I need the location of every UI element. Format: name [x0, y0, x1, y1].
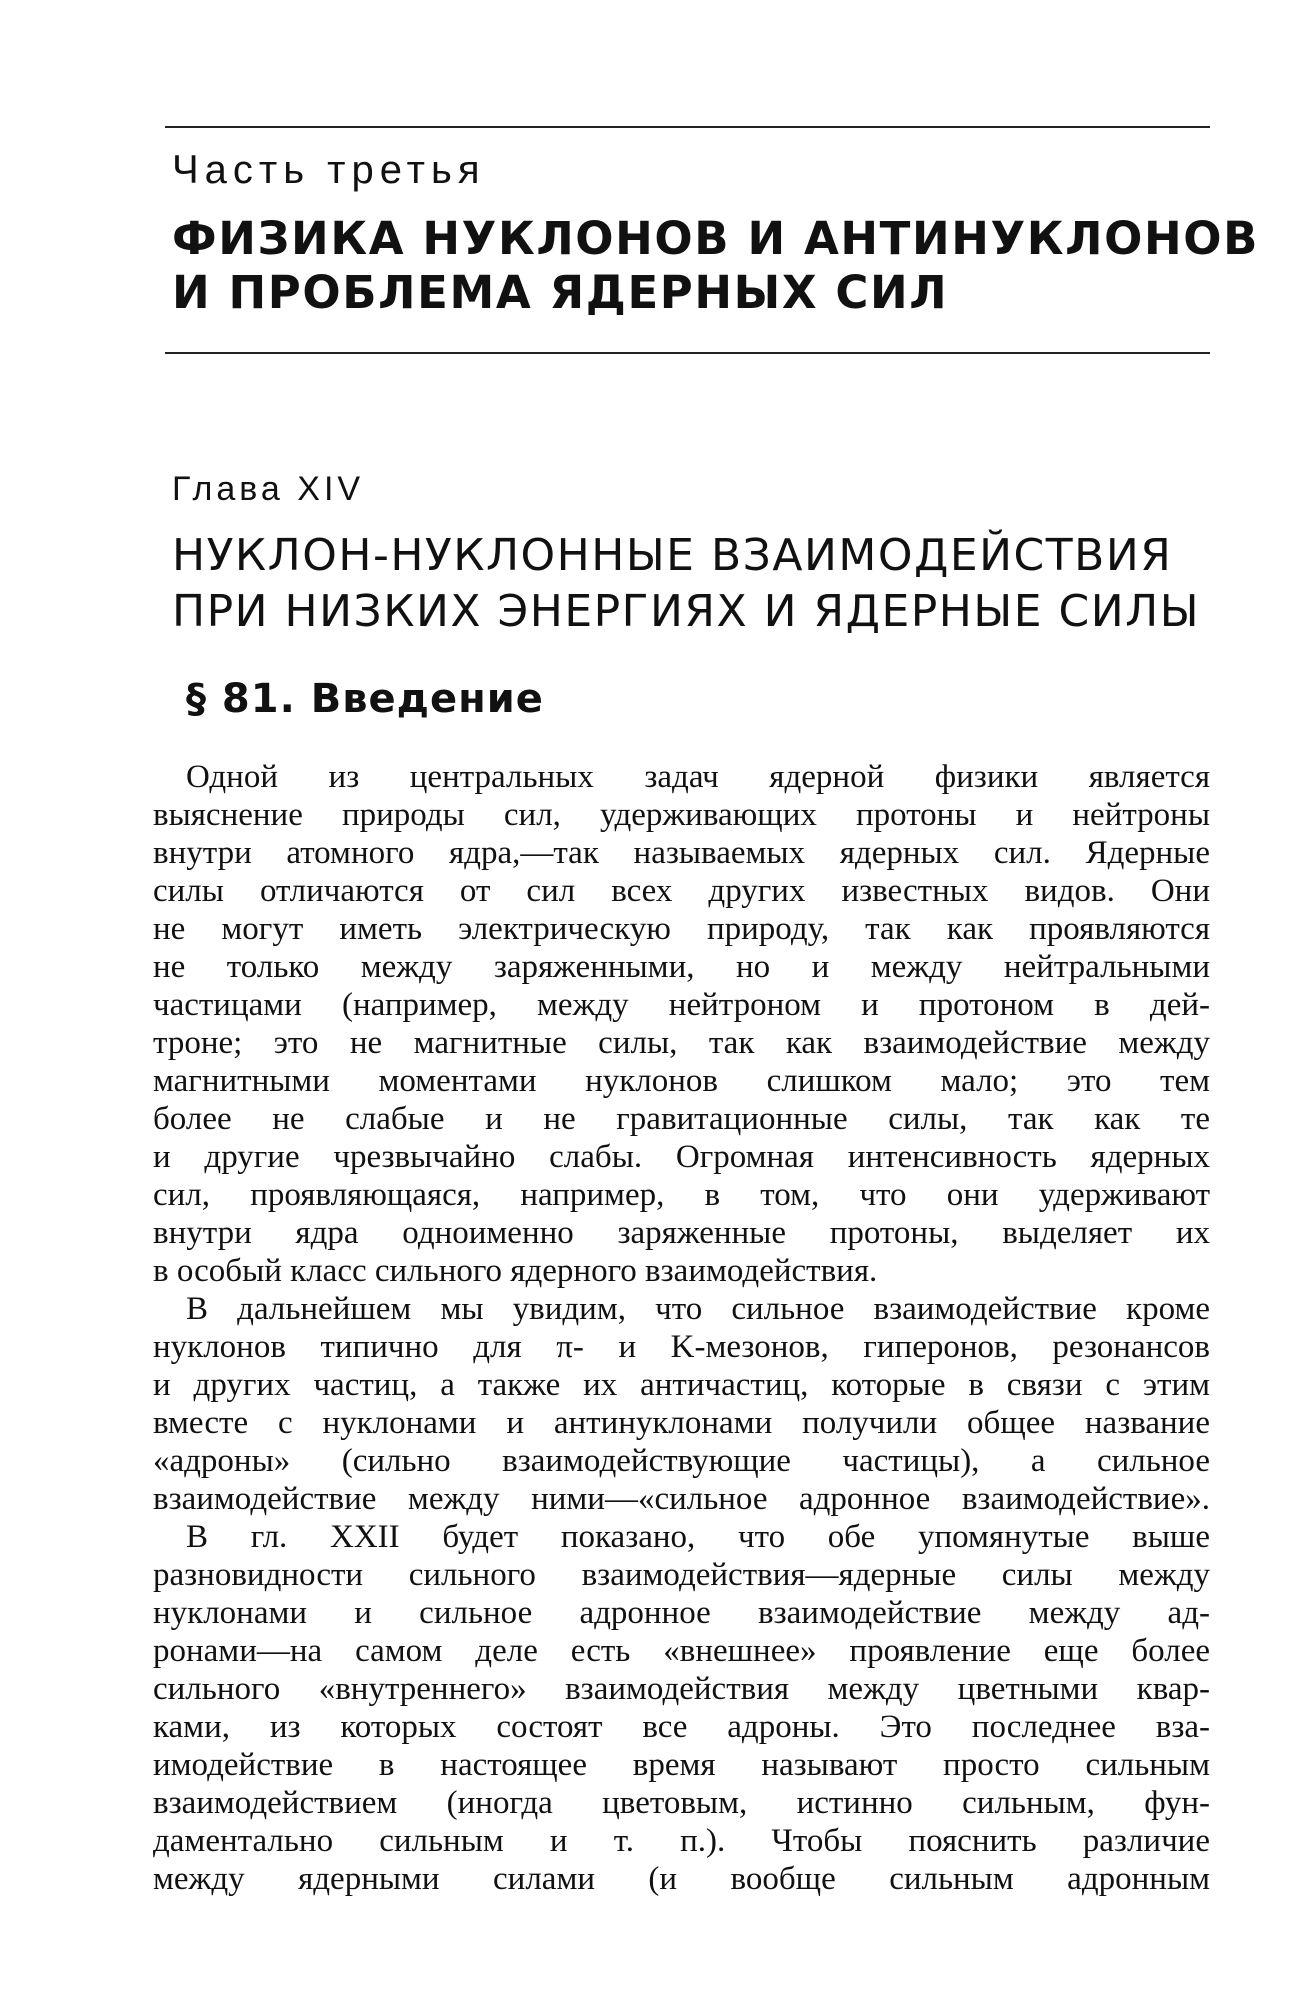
paragraph	[153, 758, 1210, 1290]
text-line: не только между заряженными, но и между нейтральными	[153, 949, 1210, 985]
paragraph	[153, 1518, 1210, 1898]
text-line: даментально сильным и т. п.). Чтобы пояснить различие	[153, 1823, 1210, 1859]
section-title: § 81. Введение	[186, 676, 544, 722]
text-line: В гл. XXII будет показано, что обе упомянутые выше	[186, 1519, 1210, 1555]
chapter-title	[172, 528, 1232, 640]
text-line: В дальнейшем мы увидим, что сильное взаимодействие кроме	[186, 1291, 1210, 1327]
text-line: нуклонов типично для π- и K-мезонов, гиперонов, резонансов	[153, 1329, 1210, 1365]
text-line: ками, из которых состоят все адроны. Это последнее вза-	[153, 1709, 1210, 1745]
paragraph	[153, 1290, 1210, 1518]
part-title	[172, 212, 1259, 320]
part-label: Часть третья	[172, 148, 486, 192]
text-line: вместе с нуклонами и антинуклонами получили общее название	[153, 1405, 1210, 1441]
text-line: ронами—на самом деле есть «внешнее» проявление еще более	[153, 1633, 1210, 1669]
text-line: взаимодействие между ними—«сильное адронное взаимодействие».	[153, 1481, 1210, 1517]
text-line: внутри ядра одноименно заряженные протоны, выделяет их	[153, 1215, 1210, 1251]
body-text	[153, 758, 1210, 1898]
header-bottom-rule	[165, 352, 1210, 354]
text-line: магнитными моментами нуклонов слишком мало; это тем	[153, 1063, 1210, 1099]
header-top-rule	[165, 126, 1210, 128]
text-line: сильного «внутреннего» взаимодействия между цветными квар-	[153, 1671, 1210, 1707]
text-line: разновидности сильного взаимодействия—ядерные силы между	[153, 1557, 1210, 1593]
text-line: «адроны» (сильно взаимодействующие частицы), а сильное	[153, 1443, 1210, 1479]
part-title-line: И ПРОБЛЕМА ЯДЕРНЫХ СИЛ	[172, 266, 949, 319]
text-line: троне; это не магнитные силы, так как взаимодействие между	[153, 1025, 1210, 1061]
text-line: Одной из центральных задач ядерной физики является	[186, 759, 1210, 795]
text-line: в особый класс сильного ядерного взаимодействия.	[153, 1253, 878, 1289]
text-line: частицами (например, между нейтроном и протоном в дей-	[153, 987, 1210, 1023]
text-line: силы отличаются от сил всех других известных видов. Они	[153, 873, 1210, 909]
text-line: имодействие в настоящее время называют просто сильным	[153, 1747, 1210, 1783]
text-line: выяснение природы сил, удерживающих протоны и нейтроны	[153, 797, 1210, 833]
chapter-label: Глава XIV	[172, 470, 365, 508]
text-line: между ядерными силами (и вообще сильным адронным	[153, 1861, 1210, 1897]
chapter-title-line: ПРИ НИЗКИХ ЭНЕРГИЯХ И ЯДЕРНЫЕ СИЛЫ	[172, 586, 1201, 637]
text-line: не могут иметь электрическую природу, так как проявляются	[153, 911, 1210, 947]
part-title-line: ФИЗИКА НУКЛОНОВ И АНТИНУКЛОНОВ	[172, 212, 1259, 265]
text-line: нуклонами и сильное адронное взаимодействие между ад-	[153, 1595, 1210, 1631]
chapter-title-line: НУКЛОН-НУКЛОННЫЕ ВЗАИМОДЕЙСТВИЯ	[172, 530, 1173, 581]
text-line: сил, проявляющаяся, например, в том, что они удерживают	[153, 1177, 1210, 1213]
text-line: и других частиц, а также их античастиц, которые в связи с этим	[153, 1367, 1210, 1403]
text-line: и другие чрезвычайно слабы. Огромная интенсивность ядерных	[153, 1139, 1210, 1175]
text-line: внутри атомного ядра,—так называемых ядерных сил. Ядерные	[153, 835, 1210, 871]
text-line: более не слабые и не гравитационные силы, так как те	[153, 1101, 1210, 1137]
text-line: взаимодействием (иногда цветовым, истинно сильным, фун-	[153, 1785, 1210, 1821]
